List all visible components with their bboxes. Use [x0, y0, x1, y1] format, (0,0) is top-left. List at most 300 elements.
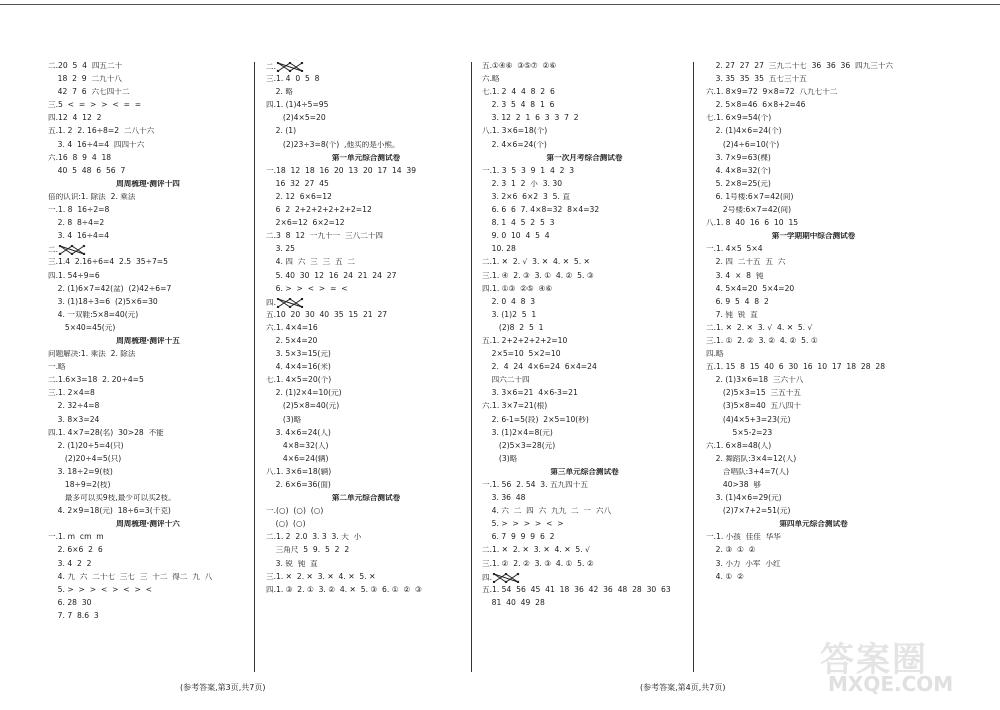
- answer-line: [706, 468, 921, 481]
- answer-line-text: 4×6=24(辆): [266, 454, 329, 463]
- answer-line-text: 七.1. 4×5=20(个): [266, 376, 332, 385]
- answer-line: [48, 88, 248, 101]
- answer-line-text: 2. (1)20÷5=4(只): [48, 441, 124, 450]
- answer-line: [482, 311, 687, 324]
- answer-line: [266, 219, 466, 232]
- answer-line: [482, 573, 687, 586]
- answer-line: [706, 245, 921, 258]
- answer-line-text: 二.: [48, 245, 59, 255]
- answer-line-text: 六.1. 3×7=21(根): [482, 402, 548, 411]
- answer-line-text: (4)4×5+3=23(元): [706, 415, 791, 424]
- answer-line: [266, 533, 466, 546]
- answer-line-text: 6. > > < > = <: [266, 284, 348, 293]
- answer-line: [706, 507, 921, 520]
- answer-line-text: 2. (1)4×6=24(个): [706, 127, 782, 136]
- answer-line-text: 一.1. 4×5 5×4: [706, 245, 763, 254]
- answer-line: [482, 507, 687, 520]
- answer-line: [266, 442, 466, 455]
- answer-line: [48, 298, 248, 311]
- answer-line-text: 2. 4 24 4×6=24 6×4=24: [482, 363, 597, 372]
- answer-line-text: 2. 3 1 2 小 3. 30: [482, 179, 563, 188]
- answer-line: [482, 546, 687, 559]
- answer-line-text: 2. 8 8÷4=2: [48, 219, 105, 228]
- answer-line-text: 六.1. 6×8=48(人): [706, 441, 772, 450]
- answer-line-text: 40>38 够: [706, 481, 762, 489]
- answer-line: [482, 101, 687, 114]
- answer-line: [48, 324, 248, 337]
- answer-line-text: 3. 锐 钝 直: [266, 559, 318, 568]
- answer-line: [48, 127, 248, 140]
- answer-line: [482, 127, 687, 140]
- section-heading-text: 周周梳理·测评十六: [116, 520, 180, 529]
- answer-line-text: 四.12 4 12 2: [48, 114, 102, 123]
- answer-line: [48, 599, 248, 612]
- answer-line-text: 2. 略: [266, 88, 293, 97]
- answer-line-text: 2. 6×6 2 6: [48, 546, 103, 555]
- answer-line-text: 六.略: [482, 75, 500, 84]
- answer-line-text: 2号楼:6×7=42(间): [706, 206, 792, 215]
- answer-line-text: 五.1. 15 8 15 40 6 30 16 10 17 18 28 28: [706, 363, 886, 372]
- answer-line-text: 3. 7×9=63(棵): [706, 153, 771, 162]
- answer-line: [706, 167, 921, 180]
- answer-line: [706, 75, 921, 88]
- answer-line-text: 2. (1)2×4=10(元): [266, 389, 342, 398]
- answer-line-text: 4×8=32(人): [266, 441, 329, 450]
- answer-line: [48, 494, 248, 507]
- column-divider: [471, 62, 472, 672]
- answer-line: [482, 193, 687, 206]
- answer-line: [48, 272, 248, 285]
- answer-line-text: 2×6=12 6×2=12: [266, 219, 345, 228]
- answer-line-text: 一.1. 3 5 3 9 1 4 2 3: [482, 166, 575, 175]
- answer-line: [482, 429, 687, 442]
- answer-line-text: 3. 2×6 6×2 3 5. 直: [482, 192, 570, 201]
- answer-line-text: 4. 九 六 二十七 三七 三 十二 得二 九 八: [48, 572, 213, 581]
- answer-line: [48, 546, 248, 559]
- matching-lines-icon: [58, 245, 86, 255]
- section-heading: [706, 232, 921, 245]
- answer-line-text: 2. 5×4=20: [266, 336, 318, 345]
- answer-line-text: (2)23÷3=8(个) ,他买的是小熊。: [266, 140, 400, 149]
- answer-line-text: 6. 28 30: [48, 598, 92, 607]
- answer-line: [48, 612, 248, 625]
- answer-line: [482, 258, 687, 271]
- answer-line-text: 问题解决:1. 乘法 2. 除法: [48, 350, 136, 359]
- answer-line-text: 2. 5×8=46 6×8+2=46: [706, 101, 806, 110]
- answer-line: [482, 442, 687, 455]
- answer-line: [266, 258, 466, 271]
- answer-line: [266, 193, 466, 206]
- answer-line-text: 一.1. 8 16÷2=8: [48, 206, 110, 215]
- section-heading-text: 周周梳理·测评十五: [116, 336, 180, 345]
- answer-line-text: 四.1. 54÷9=6: [48, 271, 100, 280]
- section-heading: [48, 337, 248, 350]
- answer-line: [706, 141, 921, 154]
- answer-line-text: 一.1. 56 2. 54 3. 五九四十五: [482, 481, 588, 489]
- answer-line: [48, 193, 248, 206]
- answer-line-text: 五.1. 2 2. 16÷8=2 二八十六: [48, 127, 155, 136]
- answer-line-text: 二.1. 2 2.0 3. 3 3. 大 小: [266, 533, 362, 542]
- answer-line: [706, 573, 921, 586]
- answer-line: [266, 560, 466, 573]
- answer-line-text: (○) (○): [266, 520, 306, 529]
- answer-line-text: 3. 35 35 35 五七三十五: [706, 75, 807, 84]
- answer-line: [48, 62, 248, 75]
- answer-line: [482, 520, 687, 533]
- top-rule: [0, 4, 1000, 5]
- answer-line: [706, 206, 921, 219]
- answer-line-text: 二.1. ✕ 2. ✕ 3. √ 4. ✕ 5. √: [706, 323, 813, 332]
- answer-line: [266, 101, 466, 114]
- answer-line: [482, 219, 687, 232]
- answer-line: [706, 402, 921, 415]
- answer-line: [706, 258, 921, 271]
- footer-left: (参考答案,第3页,共7页): [180, 683, 266, 692]
- answer-line: [482, 494, 687, 507]
- answer-line: [706, 154, 921, 167]
- answer-line: [482, 62, 687, 75]
- answer-line: [266, 245, 466, 258]
- answer-line-text: 6. 7 9 9 9 6 2: [482, 533, 555, 542]
- column-divider: [254, 62, 255, 672]
- watermark-top: 答案圈: [820, 640, 928, 680]
- answer-line-text: 三.1.4 2.16÷6=4 2.5 35÷7=5: [48, 258, 168, 267]
- answer-line: [482, 167, 687, 180]
- section-heading: [706, 520, 921, 533]
- answer-line: [48, 389, 248, 402]
- answer-line: [48, 468, 248, 481]
- answer-line: [706, 533, 921, 546]
- answer-line: [482, 586, 687, 599]
- answer-line: [482, 88, 687, 101]
- answer-line: [266, 350, 466, 363]
- answer-line: [48, 376, 248, 389]
- answer-line: [482, 337, 687, 350]
- answer-column-4: [706, 62, 921, 586]
- answer-line: [266, 88, 466, 101]
- answer-line: [266, 180, 466, 193]
- answer-line-text: 2. ③ ① ②: [706, 546, 756, 555]
- answer-line: [706, 88, 921, 101]
- answer-line: [266, 298, 466, 311]
- answer-line: [266, 127, 466, 140]
- answer-line: [482, 363, 687, 376]
- answer-line-text: 81 40 49 28: [482, 598, 545, 607]
- answer-line: [48, 311, 248, 324]
- section-heading: [482, 468, 687, 481]
- answer-line: [706, 298, 921, 311]
- answer-line-text: 3. 4 × 8 钝: [706, 271, 764, 280]
- answer-line-text: 2. (1)6×7=42(盆) (2)42÷6=7: [48, 284, 172, 293]
- answer-line-text: (3)略: [482, 454, 518, 463]
- answer-line-text: 八.1. 3×6=18(个): [482, 127, 548, 136]
- answer-line: [48, 206, 248, 219]
- answer-line-text: 5×40=45(元): [48, 323, 116, 332]
- answer-line: [706, 324, 921, 337]
- answer-line: [482, 285, 687, 298]
- section-heading-text: 第二单元综合测试卷: [331, 494, 401, 503]
- answer-line: [706, 389, 921, 402]
- answer-line: [266, 376, 466, 389]
- answer-line-text: 5. > > > > < >: [482, 520, 564, 529]
- answer-line: [266, 141, 466, 154]
- answer-line: [706, 416, 921, 429]
- answer-line: [706, 442, 921, 455]
- answer-line: [48, 245, 248, 258]
- watermark-logo: [820, 632, 990, 702]
- answer-line-text: 6. 9 5 4 8 2: [706, 297, 769, 306]
- answer-line: [706, 337, 921, 350]
- answer-line: [48, 507, 248, 520]
- answer-line-text: 3. (1)4×6=29(元): [706, 494, 782, 503]
- answer-line-text: 2. 四 二十五 五 六: [706, 258, 786, 267]
- answer-line: [266, 114, 466, 127]
- answer-line-text: 3. 12 2 1 6 3 3 7 2: [482, 114, 579, 123]
- answer-line: [706, 481, 921, 494]
- answer-line-text: 二.1. ✕ 2. ✕ 3. ✕ 4. ✕ 5. √: [482, 546, 590, 555]
- answer-line-text: 3. 小力 小军 小红: [706, 559, 781, 568]
- answer-line-text: 5. > > > < > < > <: [48, 585, 153, 594]
- answer-line: [706, 494, 921, 507]
- answer-line-text: 一.略: [48, 363, 66, 372]
- answer-line: [266, 546, 466, 559]
- answer-line-text: 三.5 < = > > < = =: [48, 101, 142, 110]
- answer-line: [482, 114, 687, 127]
- answer-line: [706, 101, 921, 114]
- answer-column-3: [482, 62, 687, 612]
- footer-right: (参考答案,第4页,共7页): [640, 683, 726, 692]
- answer-line: [266, 337, 466, 350]
- answer-line: [48, 114, 248, 127]
- answer-line: [482, 324, 687, 337]
- answer-line: [482, 206, 687, 219]
- answer-column-2: [266, 62, 466, 599]
- answer-line-text: 3. 4×6=24(人): [266, 428, 331, 437]
- answer-line-text: 四.1. (1)4÷5=95: [266, 101, 329, 110]
- answer-line-text: 10. 28: [482, 245, 516, 254]
- answer-line: [48, 285, 248, 298]
- answer-line: [48, 75, 248, 88]
- answer-line: [266, 272, 466, 285]
- answer-line-text: 一.1. 小孩 佳佳 华华: [706, 533, 781, 542]
- answer-line: [706, 272, 921, 285]
- answer-line-text: 三.1. ✕ 2. ✕ 3. ✕ 4. ✕ 5. ✕: [266, 572, 376, 581]
- answer-line-text: 三.1. 4 0 5 8: [266, 75, 320, 84]
- answer-line: [266, 285, 466, 298]
- matching-lines-icon: [492, 573, 520, 583]
- answer-line: [266, 416, 466, 429]
- answer-line: [266, 402, 466, 415]
- answer-line: [266, 468, 466, 481]
- section-heading: [482, 154, 687, 167]
- answer-line-text: 三.1. 2×4=8: [48, 389, 95, 398]
- answer-line-text: (2)4×5=20: [266, 114, 326, 123]
- answer-line-text: 二.1. ✕ 2. √ 3. ✕ 4. ✕ 5. ✕: [482, 258, 590, 267]
- answer-line-text: 四.1. ①③ ②⑤ ④⑥: [482, 284, 553, 293]
- answer-line: [266, 429, 466, 442]
- answer-line-text: 倍的认识:1. 除法 2. 乘法: [48, 192, 136, 201]
- answer-line: [48, 154, 248, 167]
- answer-line: [48, 141, 248, 154]
- answer-line: [706, 193, 921, 206]
- answer-line: [482, 376, 687, 389]
- answer-line-text: (3)略: [266, 415, 302, 424]
- answer-line-text: 2. 3 5 4 8 1 6: [482, 101, 555, 110]
- section-heading-text: 第一次月考综合测试卷: [546, 153, 623, 162]
- answer-line: [48, 232, 248, 245]
- answer-line: [266, 389, 466, 402]
- answer-line: [706, 546, 921, 559]
- answer-line-text: (2)20÷4=5(只): [48, 454, 122, 463]
- answer-line: [482, 245, 687, 258]
- answer-line-text: 5. 2×8=25(元): [706, 179, 771, 188]
- answer-line-text: 3. 3×6=21 4×6-3=21: [482, 389, 578, 398]
- answer-line: [482, 416, 687, 429]
- answer-line-text: 四六二十四: [482, 376, 530, 385]
- answer-line: [706, 180, 921, 193]
- answer-line-text: 4. 四 六 三 三 五 二: [266, 258, 356, 267]
- answer-line: [706, 127, 921, 140]
- answer-line-text: 三.1. ② 2. ② 3. ③ 4. ① 5. ②: [482, 559, 594, 568]
- answer-line-text: 五.1. 2+2+2+2+2=10: [482, 336, 568, 345]
- answer-line-text: 四.: [266, 297, 277, 307]
- answer-line-text: 3. 25: [266, 245, 295, 254]
- answer-line: [482, 533, 687, 546]
- answer-line-text: 六.1. 8×9=72 9×8=72 八九七十二: [706, 88, 838, 97]
- answer-line-text: 三角尺 5 9. 5 2 2: [266, 546, 350, 555]
- answer-line-text: 四.略: [706, 350, 724, 359]
- answer-line-text: (2)8 2 5 1: [482, 323, 544, 332]
- answer-line: [482, 298, 687, 311]
- answer-line: [266, 75, 466, 88]
- matching-lines-icon: [276, 298, 304, 308]
- section-heading-text: 周周梳理·测评十四: [116, 179, 180, 188]
- answer-line: [48, 402, 248, 415]
- answer-line-text: (2)4÷6=10(个): [706, 140, 780, 149]
- answer-line: [482, 141, 687, 154]
- answer-line: [706, 560, 921, 573]
- answer-line: [266, 363, 466, 376]
- watermark-bottom: MXQE.COM: [828, 672, 954, 696]
- answer-line: [266, 206, 466, 219]
- answer-line-text: (2)5×3=28(元): [482, 441, 556, 450]
- answer-line: [266, 586, 466, 599]
- answer-line-text: 3. 36 48: [482, 494, 526, 503]
- answer-line-text: 18÷9=2(枝): [48, 481, 111, 489]
- answer-line-text: 二.: [266, 62, 277, 71]
- answer-line-text: 五.10 20 30 40 35 15 21 27: [266, 310, 388, 319]
- answer-line: [266, 481, 466, 494]
- answer-line-text: 6. 6 6 7. 4×8=32 8×4=32: [482, 206, 600, 215]
- section-heading: [48, 180, 248, 193]
- answer-line: [48, 560, 248, 573]
- answer-line: [48, 429, 248, 442]
- answer-line: [48, 481, 248, 494]
- answer-line: [706, 350, 921, 363]
- section-heading: [266, 154, 466, 167]
- answer-line: [48, 573, 248, 586]
- answer-line: [48, 350, 248, 363]
- answer-line-text: 五.1. 54 56 45 41 18 36 42 36 48 28 30 63: [482, 585, 671, 594]
- answer-line-text: 6 2 2+2+2+2+2+2=12: [266, 206, 372, 215]
- answer-line: [482, 350, 687, 363]
- answer-line-text: 八.1. 3×6=18(辆): [266, 467, 332, 476]
- answer-line: [706, 429, 921, 442]
- answer-line: [48, 167, 248, 180]
- answer-line-text: 4. 六 二 四 六 九九 二 一 六八: [482, 507, 612, 516]
- answer-line-text: 2. 6×6=36(面): [266, 481, 331, 489]
- answer-line: [48, 101, 248, 114]
- answer-line: [706, 285, 921, 298]
- answer-line: [48, 363, 248, 376]
- answer-line: [266, 62, 466, 75]
- answer-line: [706, 114, 921, 127]
- section-heading-text: 第三单元综合测试卷: [550, 467, 619, 476]
- answer-line-text: 二.1.6×3=18 2. 20÷4=5: [48, 376, 144, 385]
- answer-line-text: 一.18 12 18 16 20 13 20 17 14 39: [266, 166, 417, 175]
- answer-line-text: 4. 4×8=32(个): [706, 166, 771, 175]
- answer-line-text: (3)5×8=40 五八四十: [706, 402, 801, 411]
- answer-line-text: 四.: [482, 572, 493, 582]
- answer-line: [482, 402, 687, 415]
- answer-line: [266, 311, 466, 324]
- answer-line-text: 2. 6-1=5(段) 2×5=10(秒): [482, 415, 589, 424]
- answer-line: [48, 586, 248, 599]
- answer-line-text: 六.1. 4×4=16: [266, 323, 318, 332]
- answer-line-text: 3. 5×3=15(元): [266, 350, 331, 359]
- answer-line-text: 2. 4×6=24(个): [482, 140, 547, 149]
- answer-line: [482, 389, 687, 402]
- answer-line-text: 2. (1): [266, 127, 297, 136]
- answer-line: [482, 560, 687, 573]
- answer-line-text: 6. 1号楼:6×7=42(间): [706, 192, 794, 201]
- answer-line-text: 2. 27 27 27 三九二十七 36 36 36 四九三十六: [706, 62, 894, 70]
- answer-line-text: 七.1. 2 4 4 8 2 6: [482, 88, 555, 97]
- answer-line: [482, 481, 687, 494]
- answer-line-text: 7. 钝 锐 直: [706, 310, 758, 319]
- answer-line-text: 7. 7 8.6 3: [48, 611, 99, 620]
- answer-line-text: 2×5=10 5×2=10: [482, 350, 561, 359]
- answer-line-text: (2)5×3=15 三五十五: [706, 389, 801, 398]
- section-heading: [48, 520, 248, 533]
- answer-line-text: 5. 40 30 12 16 24 21 24 27: [266, 271, 397, 280]
- answer-line: [706, 62, 921, 75]
- answer-line-text: 3. (1)18÷3=6 (2)5×6=30: [48, 297, 158, 306]
- answer-line: [48, 442, 248, 455]
- answer-line-text: 3. 4 2 2: [48, 559, 92, 568]
- answer-line-text: 二.20 5 4 四五二十: [48, 62, 123, 70]
- answer-line: [266, 455, 466, 468]
- answer-line-text: 3. (1)2 5 1: [482, 310, 537, 319]
- answer-line-text: 4. 5×4=20 5×4=20: [706, 284, 795, 293]
- column-divider: [693, 62, 694, 672]
- answer-line: [48, 533, 248, 546]
- answer-line-text: 三.1. ① 2. ② 3. ② 4. ② 5. ①: [706, 336, 818, 345]
- answer-line-text: 9. 0 10 4 5 4: [482, 232, 550, 241]
- answer-line: [482, 180, 687, 193]
- answer-line: [266, 167, 466, 180]
- answer-line-text: 六.16 8 9 4 18: [48, 153, 112, 162]
- section-heading-text: 第四单元综合测试卷: [779, 520, 848, 529]
- answer-line-text: 18 2 9 二九十八: [48, 75, 122, 84]
- answer-line-text: 八.1. 8 40 16 6 10 15: [706, 219, 799, 228]
- answer-line: [482, 75, 687, 88]
- answer-line-text: 2. 32÷4=8: [48, 402, 100, 411]
- answer-line: [48, 416, 248, 429]
- answer-line-text: 四.1. ③ 2. ① 3. ② 4. ✕ 5. ③ 6. ① ② ③: [266, 585, 422, 594]
- answer-line: [706, 219, 921, 232]
- answer-line-text: 42 7 6 六七四十二: [48, 88, 130, 97]
